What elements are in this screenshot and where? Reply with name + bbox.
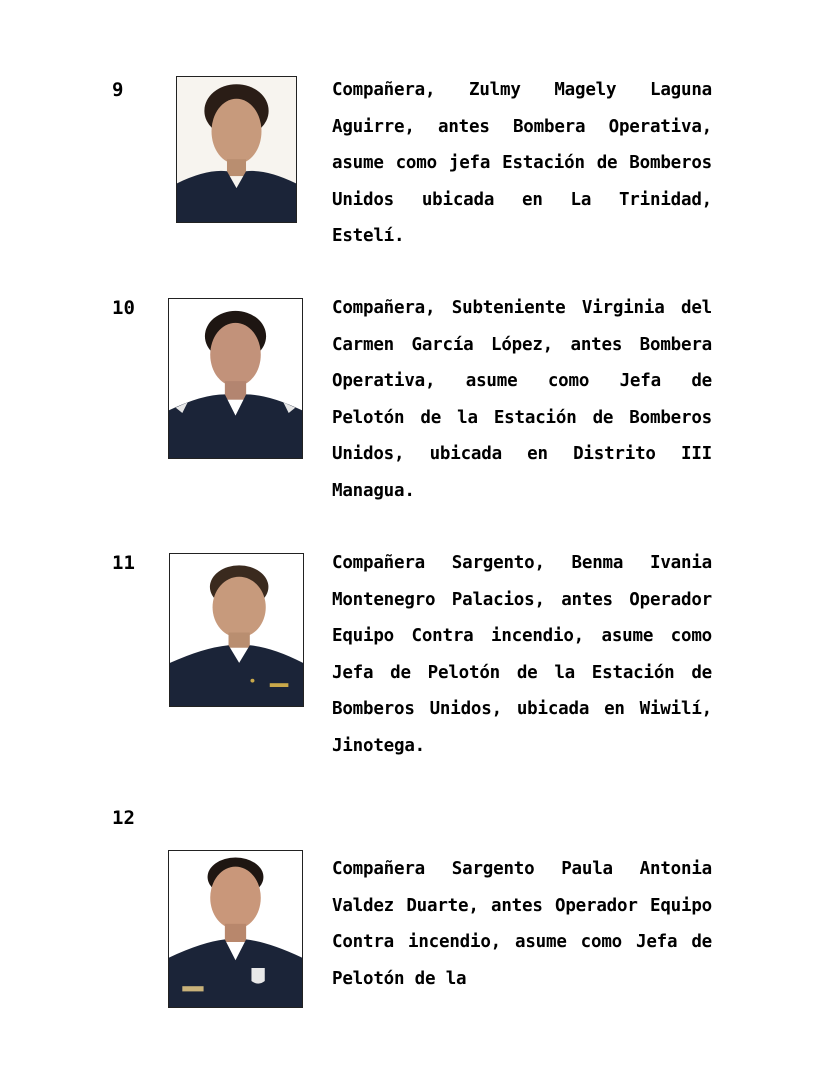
entry-text: Compañera Sargento Paula Antonia Valdez Duarte, antes Operador Equipo Contra incendio, asume como Jefa de Pelotón de la	[332, 859, 712, 989]
entry-number: 11	[112, 552, 135, 574]
portrait-photo	[169, 553, 304, 707]
portrait-photo	[176, 76, 297, 223]
entry-number: 10	[112, 297, 135, 319]
entry-text: Compañera Sargento, Benma Ivania Montenegro Palacios, antes Operador Equipo Contra incendio, asume como Jefa de Pelotón de la Estación de Bomberos Unidos, ubicada en Wiwilí, Jinotega.	[332, 553, 712, 756]
entry-text: Compañera, Zulmy Magely Laguna Aguirre, antes Bombera Operativa, asume como jefa Estación de Bomberos Unidos ubicada en La Trinidad, Estelí.	[332, 80, 712, 246]
portrait-photo	[168, 298, 303, 459]
entry-number: 12	[112, 807, 135, 829]
entry-number: 9	[112, 79, 124, 101]
portrait-photo	[168, 850, 303, 1008]
entry-text: Compañera, Subteniente Virginia del Carmen García López, antes Bombera Operativa, asume como Jefa de Pelotón de la Estación de Bomberos Unidos, ubicada en Distrito III Managua.	[332, 298, 712, 501]
